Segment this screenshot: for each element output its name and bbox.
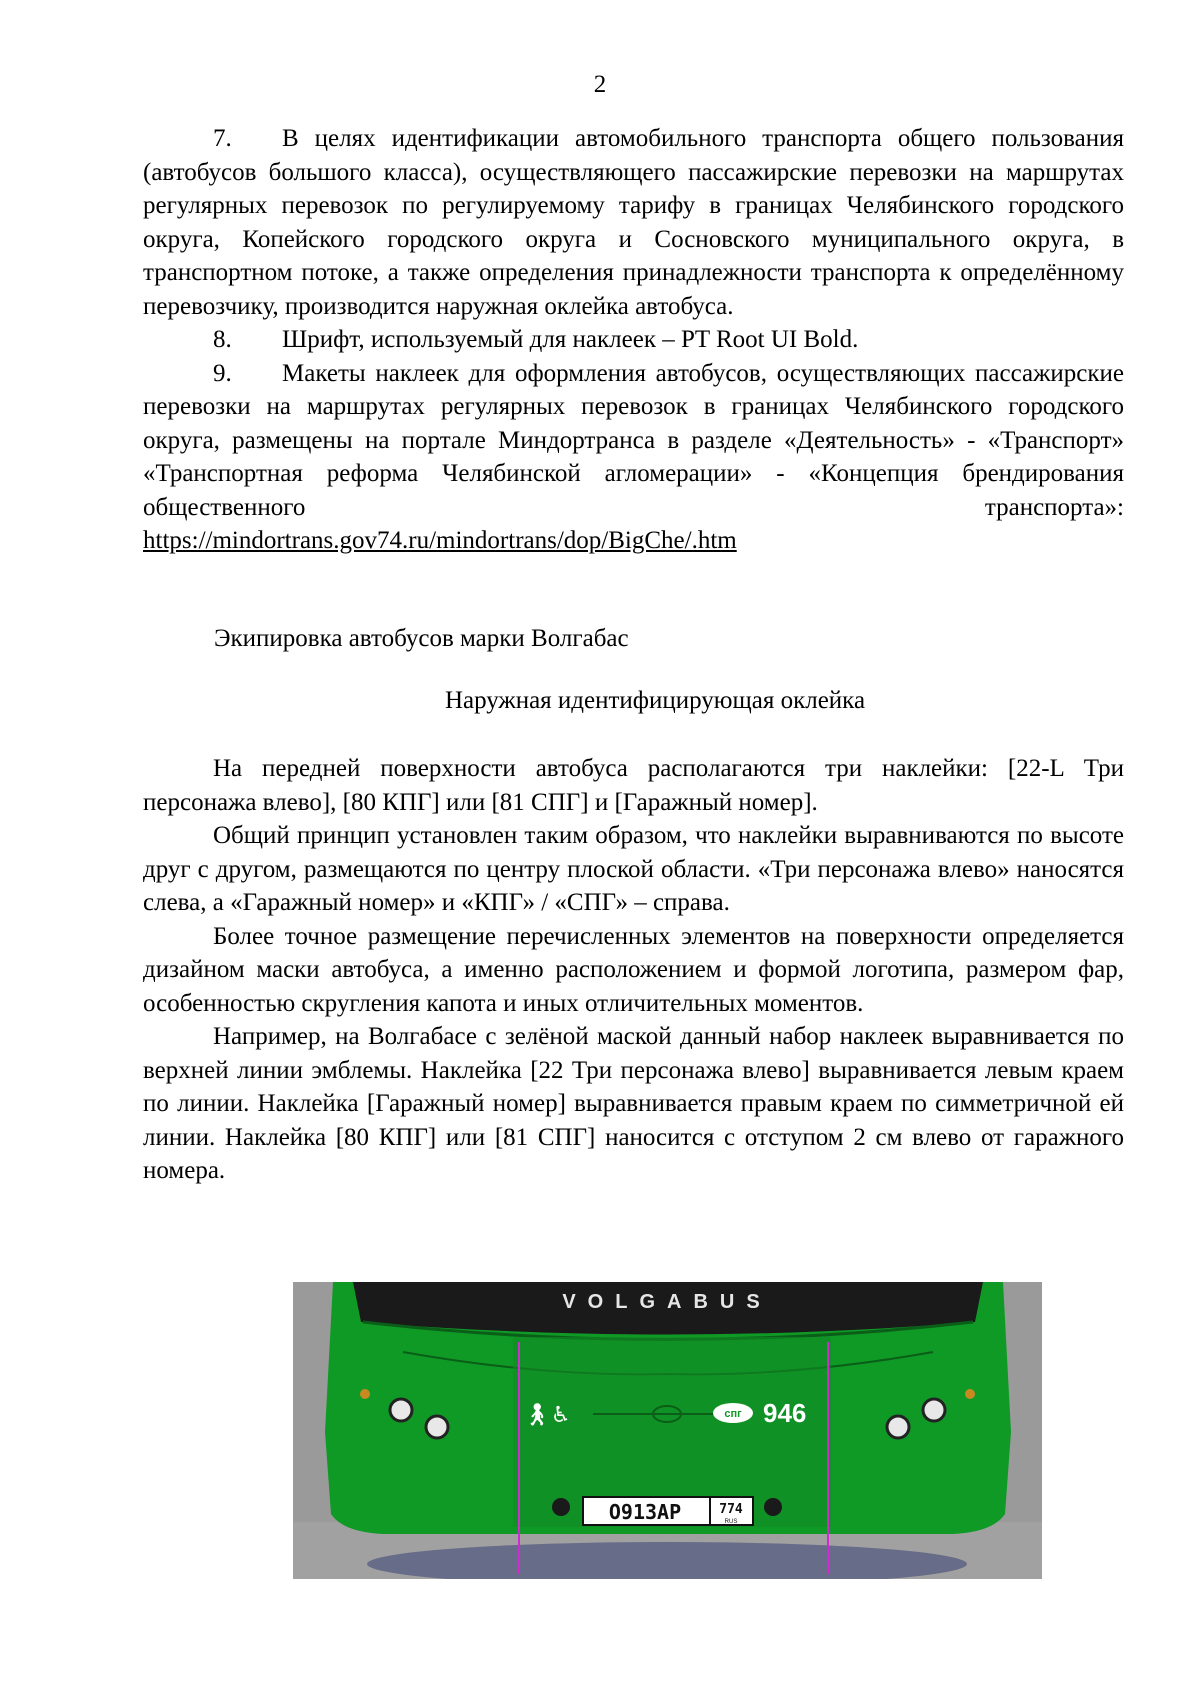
- mindortrans-link[interactable]: https://mindortrans.gov74.ru/mindortrans/dop/BigChe/.htm: [143, 527, 737, 554]
- item-text: В целях идентификации автомобильного транспорта общего пользования (автобусов большого класса), осуществляющего пассажирские перевозки на маршрутах регулярных перевозок по регулируемому тарифу в границах Челябинского городского округа, Копейского городского округа и Сосновского муниципального округа, в транспортном потоке, а также определения принадлежности транспорта к определённому перевозчику, производится наружная оклейка автобуса.: [143, 125, 1124, 320]
- plate-country: RUS: [724, 1519, 738, 1525]
- paragraph: На передней поверхности автобуса располагаются три наклейки: [22-L Три персонажа влево], [80 КПГ] или [81 СПГ] и [Гаражный номер].: [143, 755, 1124, 816]
- body-text: [143, 752, 1124, 1188]
- section-heading: Экипировка автобусов марки Волгабас: [214, 625, 629, 652]
- fog-light-left: [552, 1498, 570, 1516]
- plate-number: О913АР: [608, 1500, 682, 1524]
- item-number: 7.: [213, 125, 232, 152]
- list-item-7: [143, 122, 1124, 323]
- headlight-right-2: [923, 1399, 945, 1421]
- numbered-list: [143, 122, 1124, 558]
- indicator-left: [360, 1389, 370, 1399]
- headlight-left-1: [390, 1399, 412, 1421]
- indicator-right: [965, 1389, 975, 1399]
- plate-region: 774: [719, 1502, 743, 1517]
- subsection-heading: Наружная идентифицирующая оклейка: [444, 687, 866, 714]
- item-text: Шрифт, используемый для наклеек – PT Root UI Bold.: [282, 326, 859, 353]
- list-item-8: [143, 323, 1124, 357]
- garage-number: 946: [763, 1398, 807, 1428]
- headlight-left-2: [426, 1416, 448, 1438]
- bus-front-photo: [293, 1282, 1042, 1579]
- gas-badge-label: спг: [724, 1408, 742, 1420]
- item-text: Макеты наклеек для оформления автобусов, осуществляющих пассажирские перевозки на маршрутах регулярных перевозок в границах Челябинского городского округа, размещены на портале Миндортранса в разделе «Деятельность» - «Транспорт» «Транспортная реформа Челябинской агломерации» - «Концепция брендирования общественного транспорта»:: [143, 359, 1124, 521]
- list-item-9: [143, 357, 1124, 525]
- paragraph: Например, на Волгабасе с зелёной маской данный набор наклеек выравнивается по верхней линии эмблемы. Наклейка [22 Три персонажа влево] выравнивается левым краем по линии. Наклейка [Гаражный номер] выравнивается правым краем по симметричной ей линии. Наклейка [80 КПГ] или [81 СПГ] наносится с отступом 2 см влево от гаражного номера.: [143, 1023, 1124, 1184]
- three-characters-sticker: 🚶︎♿︎: [523, 1403, 571, 1428]
- item-number: 9.: [213, 359, 232, 387]
- page-number: 2: [593, 71, 607, 98]
- paragraph: Общий принцип установлен таким образом, что наклейки выравниваются по высоте друг с другом, размещаются по центру плоской области. «Три персонажа влево» наносятся слева, а «Гаражный номер» и «КПГ» / «СПГ» – справа.: [143, 822, 1124, 916]
- paragraph: Более точное размещение перечисленных элементов на поверхности определяется дизайном маски автобуса, а именно расположением и формой логотипа, размером фар, особенностью скругления капота и иных отличительных моментов.: [143, 922, 1124, 1017]
- headlight-right-1: [887, 1416, 909, 1438]
- brand-logo: VOLGABUS: [562, 1291, 772, 1313]
- fog-light-right: [764, 1498, 782, 1516]
- link-line: [143, 524, 1124, 558]
- item-number: 8.: [213, 326, 232, 353]
